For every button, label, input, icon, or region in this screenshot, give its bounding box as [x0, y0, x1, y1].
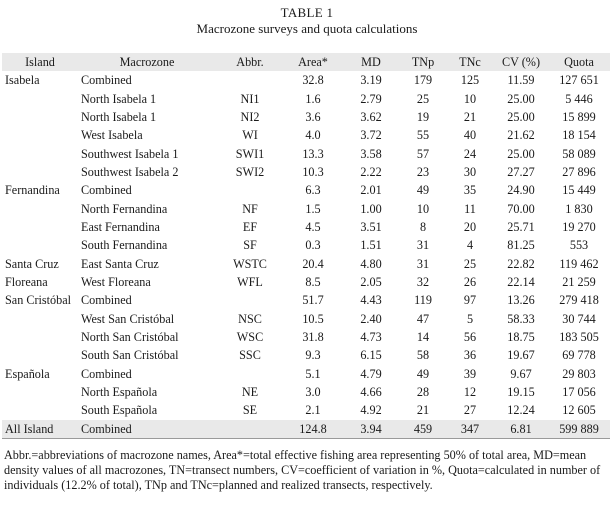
cell-island: Floreana: [5, 274, 48, 289]
cell-md: 6.15: [360, 348, 382, 363]
cell-macrozone: Southwest Isabela 2: [81, 164, 179, 179]
cell-abbr: EF: [242, 219, 258, 234]
cell-abbr: [216, 181, 284, 199]
table-title: TABLE 1: [280, 5, 334, 20]
cell-macrozone: North Isabela 1: [81, 91, 157, 106]
cell-area: 10.3: [302, 164, 324, 179]
cell-quota: 30 744: [562, 311, 596, 326]
cell-island: [2, 108, 78, 126]
cell-area: 4.5: [305, 219, 321, 234]
cell-tnp: 19: [416, 109, 430, 124]
cell-island: [2, 199, 78, 217]
table-row: [2, 199, 610, 217]
cell-abbr: [216, 291, 284, 309]
cell-area: 9.3: [305, 348, 321, 363]
cell-abbr: WI: [242, 128, 258, 143]
cell-cv: 13.26: [507, 293, 535, 308]
cell-macrozone: South San Cristóbal: [81, 348, 179, 363]
cell-island: [2, 328, 78, 346]
cell-area: 13.3: [302, 146, 324, 161]
cell-quota: 17 056: [562, 385, 596, 400]
cell-tnc: 125: [460, 73, 480, 88]
cell-abbr: NI1: [240, 91, 260, 106]
cell-md: 3.94: [342, 420, 400, 439]
cell-area: 4.0: [305, 128, 321, 143]
cell-md: 3.58: [360, 146, 382, 161]
cell-cv: 22.82: [507, 256, 535, 271]
cell-island: [2, 346, 78, 364]
table-row: [2, 236, 610, 254]
cell-macrozone: North Española: [81, 385, 158, 400]
table-footnote: Abbr.=abbreviations of macrozone names, Area*=total effective fishing area representing 50% of total area, MD=mean density values of all macrozones, TN=transect numbers, CV=coefficient of variation in %, Quota=calculated in number of individuals (12.2% of total), TNp and TNc=planned and realized transects, respectively.: [4, 448, 601, 492]
cell-area: 20.4: [302, 256, 324, 271]
cell-area: 2.1: [305, 403, 321, 418]
cell-tnc: 25: [463, 256, 477, 271]
cell-macrozone: North Fernandina: [81, 201, 168, 216]
cell-tnp: 119: [414, 293, 432, 308]
cell-macrozone: Combined: [81, 183, 132, 198]
column-header-cv: CV (%): [501, 55, 541, 69]
cell-abbr: SWI2: [235, 164, 265, 179]
column-header-abbr: Abbr.: [236, 55, 264, 69]
cell-area: 0.3: [305, 238, 321, 253]
cell-cv: 11.59: [507, 73, 535, 88]
cell-macrozone: South Fernandina: [81, 238, 168, 253]
cell-cv: 24.90: [507, 183, 535, 198]
table-row: [2, 181, 610, 199]
cell-island: Isabela: [5, 73, 40, 88]
cell-tnp: 459: [400, 420, 446, 439]
table-row: [2, 420, 610, 439]
table-body: [2, 71, 610, 438]
cell-tnp: 8: [419, 219, 427, 234]
cell-quota: 18 154: [562, 128, 596, 143]
cell-macrozone: West Floreana: [81, 274, 151, 289]
cell-island: [2, 218, 78, 236]
table-row: [2, 71, 610, 89]
cell-quota: 599 889: [548, 420, 610, 439]
column-header-macrozone: Macrozone: [119, 55, 175, 69]
cell-tnp: 57: [416, 146, 430, 161]
cell-cv: 70.00: [507, 201, 535, 216]
cell-island: Fernandina: [5, 183, 60, 198]
cell-quota: 15 449: [562, 183, 596, 198]
cell-md: 2.05: [360, 274, 382, 289]
cell-tnp: 49: [416, 366, 430, 381]
table-row: [2, 383, 610, 401]
cell-island: [2, 309, 78, 327]
cell-tnc: 27: [463, 403, 477, 418]
cell-md: 1.51: [360, 238, 382, 253]
cell-quota: 12 605: [562, 403, 596, 418]
cell-tnc: 36: [463, 348, 477, 363]
macrozone-table: [2, 53, 610, 439]
cell-quota: 69 778: [562, 348, 596, 363]
table-row: [2, 163, 610, 181]
cell-md: 3.19: [360, 73, 382, 88]
cell-cv: 22.14: [507, 274, 535, 289]
cell-tnp: 55: [416, 128, 430, 143]
cell-tnc: 56: [463, 329, 477, 344]
cell-area: 3.0: [305, 385, 321, 400]
table-row: [2, 401, 610, 419]
table-row: [2, 365, 610, 383]
cell-cv: 25.00: [507, 109, 535, 124]
cell-quota: 15 899: [562, 109, 596, 124]
cell-md: 2.01: [360, 183, 382, 198]
cell-island: [2, 126, 78, 144]
cell-tnp: 58: [416, 348, 430, 363]
cell-md: 4.92: [360, 403, 382, 418]
table-row: [2, 273, 610, 291]
cell-md: 2.22: [360, 164, 382, 179]
cell-abbr: [216, 71, 284, 89]
cell-cv: 27.27: [507, 164, 535, 179]
cell-island: [2, 89, 78, 107]
cell-area: 1.5: [305, 201, 321, 216]
cell-area: 51.7: [302, 293, 324, 308]
cell-abbr: [216, 365, 284, 383]
cell-tnc: 97: [463, 293, 477, 308]
column-header-md: MD: [361, 55, 381, 69]
cell-md: 4.79: [360, 366, 382, 381]
cell-quota: 127 651: [559, 73, 599, 88]
cell-area: 6.3: [305, 183, 321, 198]
cell-cv: 25.00: [507, 91, 535, 106]
cell-tnp: 25: [416, 91, 430, 106]
cell-abbr: SSC: [239, 348, 261, 363]
cell-island: Española: [5, 366, 50, 381]
cell-tnp: 14: [416, 329, 430, 344]
cell-tnc: 10: [463, 91, 477, 106]
cell-md: 2.79: [360, 91, 382, 106]
cell-island: [2, 383, 78, 401]
cell-abbr: NSC: [238, 311, 262, 326]
cell-tnp: 28: [416, 385, 430, 400]
cell-macrozone: Combined: [81, 293, 132, 308]
cell-quota: 21 259: [562, 274, 596, 289]
table-row: [2, 328, 610, 346]
cell-macrozone: North San Cristóbal: [81, 329, 179, 344]
cell-quota: 1 830: [565, 201, 593, 216]
cell-macrozone: North Isabela 1: [81, 109, 157, 124]
cell-tnc: 11: [464, 201, 476, 216]
cell-quota: 19 270: [562, 219, 596, 234]
cell-tnp: 49: [416, 183, 430, 198]
column-header-area: Area*: [298, 55, 328, 69]
column-header-quota: Quota: [564, 55, 594, 69]
cell-tnc: 40: [463, 128, 477, 143]
cell-tnc: 12: [463, 385, 477, 400]
cell-quota: 183 505: [559, 329, 599, 344]
cell-md: 3.62: [360, 109, 382, 124]
cell-cv: 25.71: [507, 219, 535, 234]
cell-area: 32.8: [302, 73, 324, 88]
cell-cv: 19.67: [507, 348, 535, 363]
table-row: [2, 218, 610, 236]
cell-cv: 19.15: [507, 385, 535, 400]
cell-area: 8.5: [305, 274, 321, 289]
cell-tnp: 21: [416, 403, 430, 418]
cell-tnc: 20: [463, 219, 477, 234]
cell-macrozone: South Española: [81, 403, 158, 418]
cell-abbr: NE: [241, 385, 259, 400]
cell-quota: 27 896: [562, 164, 596, 179]
cell-md: 3.51: [360, 219, 382, 234]
column-header-island: Island: [25, 55, 55, 69]
cell-tnc: 347: [446, 420, 494, 439]
cell-cv: 6.81: [494, 420, 548, 439]
cell-tnp: 10: [416, 201, 430, 216]
cell-md: 3.72: [360, 128, 382, 143]
cell-tnp: 31: [416, 238, 430, 253]
cell-macrozone: Combined: [81, 366, 132, 381]
table-row: [2, 126, 610, 144]
cell-area: 124.8: [284, 420, 342, 439]
cell-area: 5.1: [305, 366, 321, 381]
cell-tnp: 32: [416, 274, 430, 289]
cell-abbr: WSC: [236, 329, 264, 344]
cell-md: 4.43: [360, 293, 382, 308]
cell-cv: 18.75: [507, 329, 535, 344]
cell-abbr: WSTC: [233, 256, 267, 271]
cell-tnc: 30: [463, 164, 477, 179]
column-header-tnc: TNc: [459, 55, 481, 69]
cell-cv: 25.00: [507, 146, 535, 161]
table-row: [2, 291, 610, 309]
cell-quota: 5 446: [565, 91, 593, 106]
cell-tnp: 23: [416, 164, 430, 179]
cell-macrozone: East Santa Cruz: [81, 256, 159, 271]
cell-quota: 29 803: [562, 366, 596, 381]
cell-area: 3.6: [305, 109, 321, 124]
cell-island: [2, 236, 78, 254]
cell-tnc: 35: [463, 183, 477, 198]
cell-abbr: NF: [242, 201, 258, 216]
cell-tnp: 31: [416, 256, 430, 271]
cell-macrozone: West San Cristóbal: [81, 311, 175, 326]
cell-cv: 21.62: [507, 128, 535, 143]
cell-island: All Island: [2, 420, 78, 439]
table-row: [2, 108, 610, 126]
cell-island: Santa Cruz: [5, 256, 59, 271]
cell-tnc: 39: [463, 366, 477, 381]
cell-tnc: 26: [463, 274, 477, 289]
cell-abbr: SF: [243, 238, 257, 253]
cell-quota: 553: [569, 238, 589, 253]
cell-cv: 9.67: [510, 366, 532, 381]
cell-md: 4.80: [360, 256, 382, 271]
header-row: [2, 53, 610, 71]
cell-area: 10.5: [302, 311, 324, 326]
cell-island: [2, 144, 78, 162]
cell-quota: 279 418: [559, 293, 599, 308]
cell-md: 2.40: [360, 311, 382, 326]
cell-quota: 58 089: [562, 146, 596, 161]
cell-tnc: 21: [463, 109, 477, 124]
cell-cv: 81.25: [507, 238, 535, 253]
cell-cv: 12.24: [507, 403, 535, 418]
cell-island: [2, 401, 78, 419]
cell-md: 4.73: [360, 329, 382, 344]
table-caption: Macrozone surveys and quota calculations: [196, 21, 418, 36]
cell-md: 4.66: [360, 385, 382, 400]
cell-tnc: 24: [463, 146, 477, 161]
cell-macrozone: East Fernandina: [81, 219, 160, 234]
cell-macrozone: Combined: [78, 420, 216, 439]
cell-tnc: 5: [466, 311, 474, 326]
cell-tnc: 4: [466, 238, 474, 253]
cell-macrozone: Southwest Isabela 1: [81, 146, 179, 161]
cell-abbr: NI2: [240, 109, 260, 124]
cell-abbr: [216, 420, 284, 439]
table-row: [2, 144, 610, 162]
cell-md: 1.00: [360, 201, 382, 216]
cell-macrozone: Combined: [81, 73, 132, 88]
table-row: [2, 346, 610, 364]
cell-island: San Cristóbal: [5, 293, 72, 308]
cell-area: 31.8: [302, 329, 324, 344]
table-row: [2, 254, 610, 272]
cell-tnp: 179: [413, 73, 433, 88]
table-row: [2, 89, 610, 107]
cell-macrozone: West Isabela: [81, 128, 143, 143]
cell-area: 1.6: [305, 91, 321, 106]
cell-abbr: SE: [242, 403, 258, 418]
cell-island: [2, 163, 78, 181]
cell-abbr: WFL: [237, 274, 263, 289]
column-header-tnp: TNp: [411, 55, 435, 69]
cell-tnp: 47: [416, 311, 430, 326]
cell-quota: 119 462: [559, 256, 599, 271]
cell-cv: 58.33: [507, 311, 535, 326]
cell-abbr: SWI1: [235, 146, 265, 161]
table-row: [2, 309, 610, 327]
